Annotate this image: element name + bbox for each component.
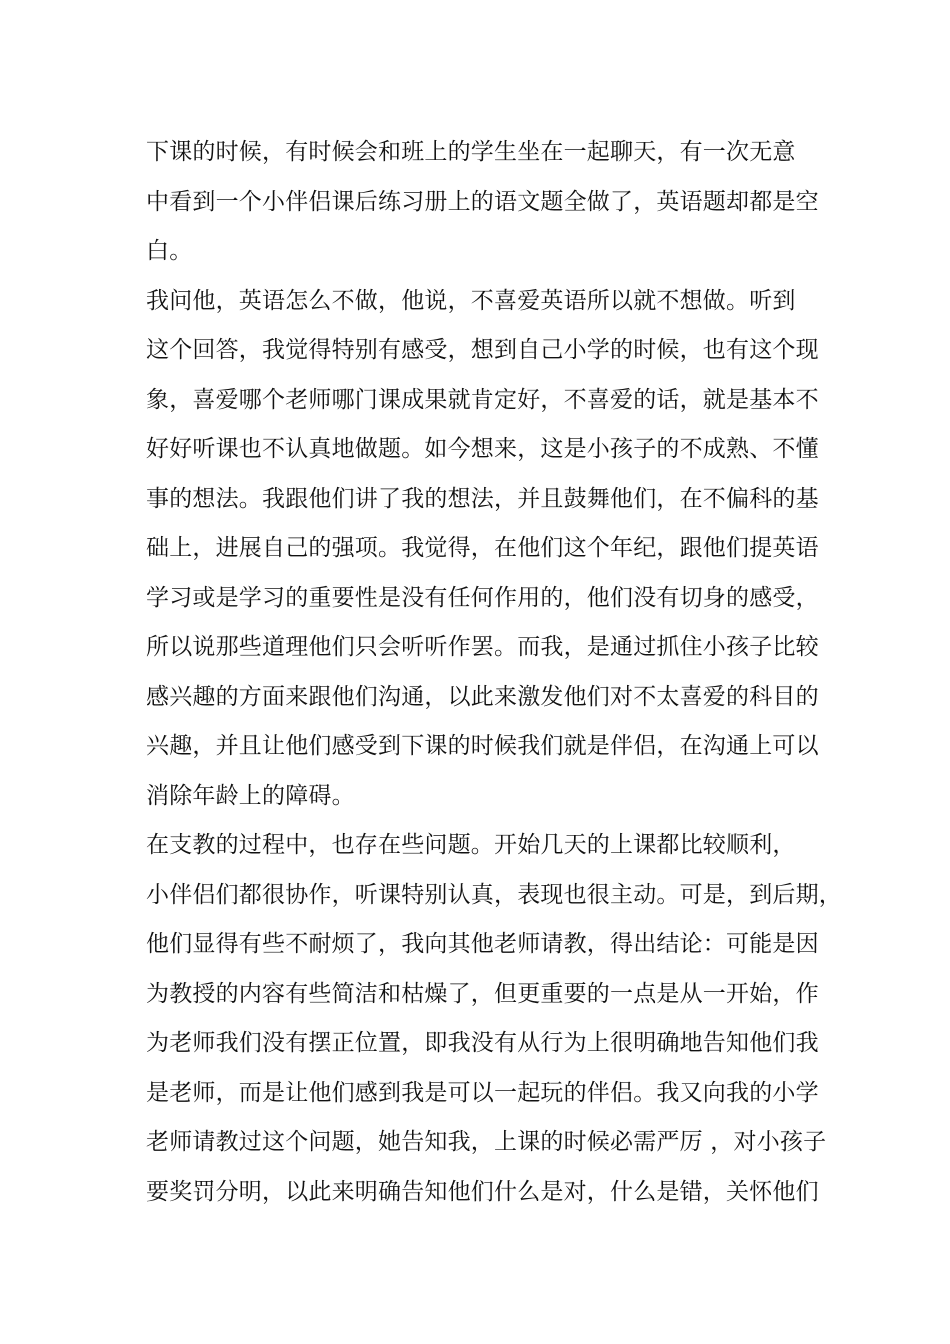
text-line: 他们显得有些不耐烦了，我向其他老师请教，得出结论：可能是因 bbox=[146, 931, 819, 957]
text-line: 下课的时候，有时候会和班上的学生坐在一起聊天，有一次无意 bbox=[146, 139, 796, 165]
text-line: 在支教的过程中，也存在些问题。开始几天的上课都比较顺利， bbox=[146, 832, 796, 858]
document-body bbox=[146, 128, 842, 1217]
text-line: 这个回答，我觉得特别有感受，想到自己小学的时候，也有这个现 bbox=[146, 337, 819, 363]
text-line: 白。 bbox=[146, 238, 193, 264]
text-line: 感兴趣的方面来跟他们沟通，以此来激发他们对不太喜爱的科目的 bbox=[146, 683, 819, 710]
text-line: 础上，进展自己的强项。我觉得，在他们这个年纪，跟他们提英语 bbox=[146, 535, 819, 561]
text-line: 要奖罚分明，以此来明确告知他们什么是对，什么是错，关怀他们 bbox=[146, 1178, 819, 1205]
text-line: 好好听课也不认真地做题。如今想来，这是小孩子的不成熟、不懂 bbox=[146, 436, 819, 462]
text-line: 为老师我们没有摆正位置，即我没有从行为上很明确地告知他们我 bbox=[146, 1030, 819, 1056]
text-line: 为教授的内容有些简洁和枯燥了，但更重要的一点是从一开始，作 bbox=[146, 980, 819, 1007]
text-line: 是老师，而是让他们感到我是可以一起玩的伴侣。我又向我的小学 bbox=[146, 1079, 819, 1106]
text-line: 老师请教过这个问题，她告知我，上课的时候必需严厉 ，对小孩子 bbox=[146, 1129, 827, 1155]
text-line: 中看到一个小伴侣课后练习册上的语文题全做了，英语题却都是空 bbox=[146, 188, 819, 215]
text-line: 我问他，英语怎么不做，他说，不喜爱英语所以就不想做。听到 bbox=[146, 287, 796, 314]
text-line: 所以说那些道理他们只会听听作罢。而我，是通过抓住小孩子比较 bbox=[146, 634, 819, 660]
text-line: 消除年龄上的障碍。 bbox=[146, 782, 355, 809]
text-line: 象，喜爱哪个老师哪门课成果就肯定好，不喜爱的话，就是基本不 bbox=[146, 386, 819, 413]
text-line: 事的想法。我跟他们讲了我的想法，并且鼓舞他们，在不偏科的基 bbox=[146, 485, 819, 512]
text-line: 小伴侣们都很协作，听课特别认真，表现也很主动。可是，到后期， bbox=[146, 881, 842, 908]
text-line: 兴趣，并且让他们感受到下课的时候我们就是伴侣，在沟通上可以 bbox=[146, 733, 819, 759]
text-line: 学习或是学习的重要性是没有任何作用的，他们没有切身的感受， bbox=[146, 584, 819, 611]
